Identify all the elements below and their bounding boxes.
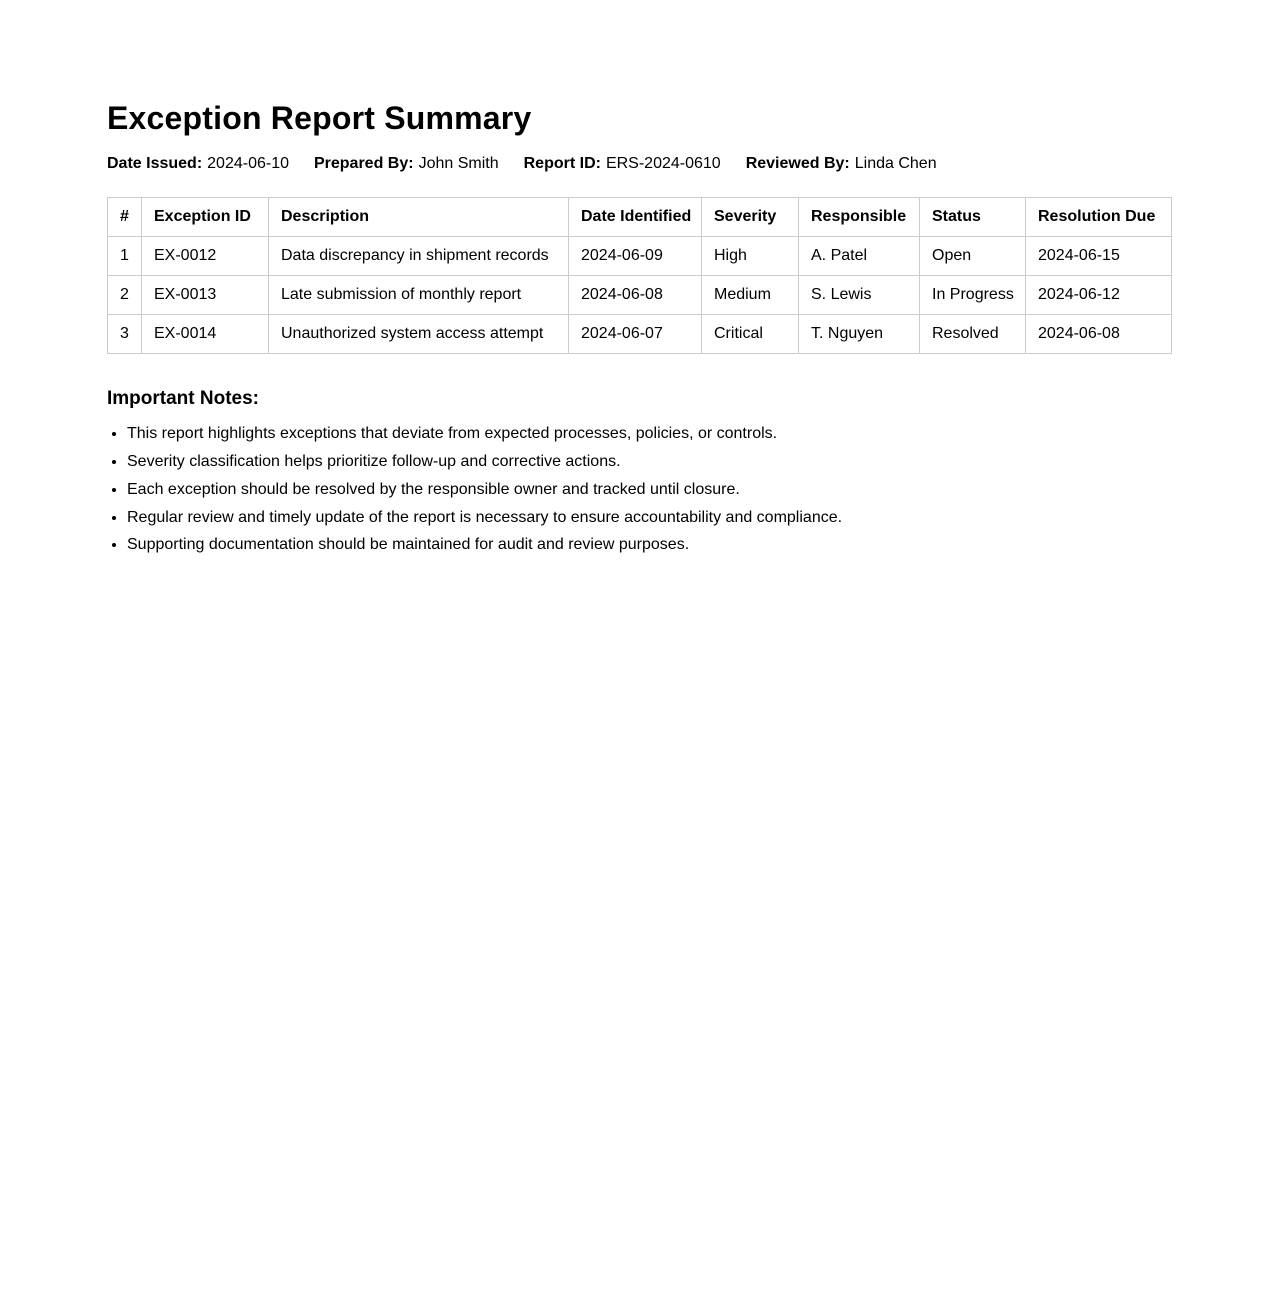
table-cell: T. Nguyen [799, 315, 920, 354]
note-item: • Each exception should be resolved by the responsible owner and tracked until closure. [127, 481, 1171, 499]
meta-bar [107, 154, 1171, 173]
meta-label: Reviewed By: [745, 154, 850, 172]
column-header: Resolution Due [1026, 198, 1172, 237]
table-cell: In Progress [920, 276, 1026, 315]
column-header: # [108, 198, 142, 237]
table-cell: Data discrepancy in shipment records [269, 237, 569, 276]
table-cell: A. Patel [799, 237, 920, 276]
note-item: • Supporting documentation should be maintained for audit and review purposes. [127, 536, 1171, 554]
table-cell: Open [920, 237, 1026, 276]
note-item: • Severity classification helps prioritize follow-up and corrective actions. [127, 453, 1171, 471]
table-cell: EX-0014 [142, 315, 269, 354]
table-cell: Late submission of monthly report [269, 276, 569, 315]
column-header: Date Identified [569, 198, 702, 237]
table-header [108, 198, 1172, 237]
meta-label: Prepared By: [313, 154, 414, 172]
note-item: • Regular review and timely update of the report is necessary to ensure accountability and compliance. [127, 509, 1171, 527]
table-cell: Resolved [920, 315, 1026, 354]
table-cell: 2024-06-08 [1026, 315, 1172, 354]
exceptions-table [107, 197, 1172, 354]
table-cell: 2 [108, 276, 142, 315]
table-cell: S. Lewis [799, 276, 920, 315]
table-cell: EX-0012 [142, 237, 269, 276]
meta-value: ERS-2024-0610 [605, 154, 721, 172]
table-header-row [108, 198, 1172, 237]
meta-label: Date Issued: [107, 154, 203, 172]
meta-value: 2024-06-10 [207, 154, 289, 172]
page-title: Exception Report Summary [107, 100, 532, 136]
table-row [108, 315, 1172, 354]
table-cell: 2024-06-08 [569, 276, 702, 315]
column-header: Description [269, 198, 569, 237]
meta-item [107, 155, 289, 172]
notes-list [107, 425, 1171, 555]
table-cell: 2024-06-09 [569, 237, 702, 276]
table-cell: High [702, 237, 799, 276]
column-header: Severity [702, 198, 799, 237]
meta-item [314, 155, 499, 172]
column-header: Exception ID [142, 198, 269, 237]
meta-label: Report ID: [523, 154, 601, 172]
meta-value: Linda Chen [854, 154, 937, 172]
meta-item [524, 155, 721, 172]
table-row [108, 276, 1172, 315]
table-cell: Critical [702, 315, 799, 354]
table-cell: 3 [108, 315, 142, 354]
table-cell: 2024-06-12 [1026, 276, 1172, 315]
table-row [108, 237, 1172, 276]
meta-value: John Smith [418, 154, 499, 172]
table-body [108, 237, 1172, 354]
column-header: Responsible [799, 198, 920, 237]
table-cell: Medium [702, 276, 799, 315]
table-cell: 1 [108, 237, 142, 276]
column-header: Status [920, 198, 1026, 237]
table-cell: EX-0013 [142, 276, 269, 315]
note-item: • This report highlights exceptions that deviate from expected processes, policies, or controls. [127, 425, 1171, 443]
report-page [0, 0, 1278, 555]
table-cell: Unauthorized system access attempt [269, 315, 569, 354]
meta-item [746, 155, 937, 172]
table-cell: 2024-06-07 [569, 315, 702, 354]
table-cell: 2024-06-15 [1026, 237, 1172, 276]
notes-heading: Important Notes: [107, 388, 259, 410]
